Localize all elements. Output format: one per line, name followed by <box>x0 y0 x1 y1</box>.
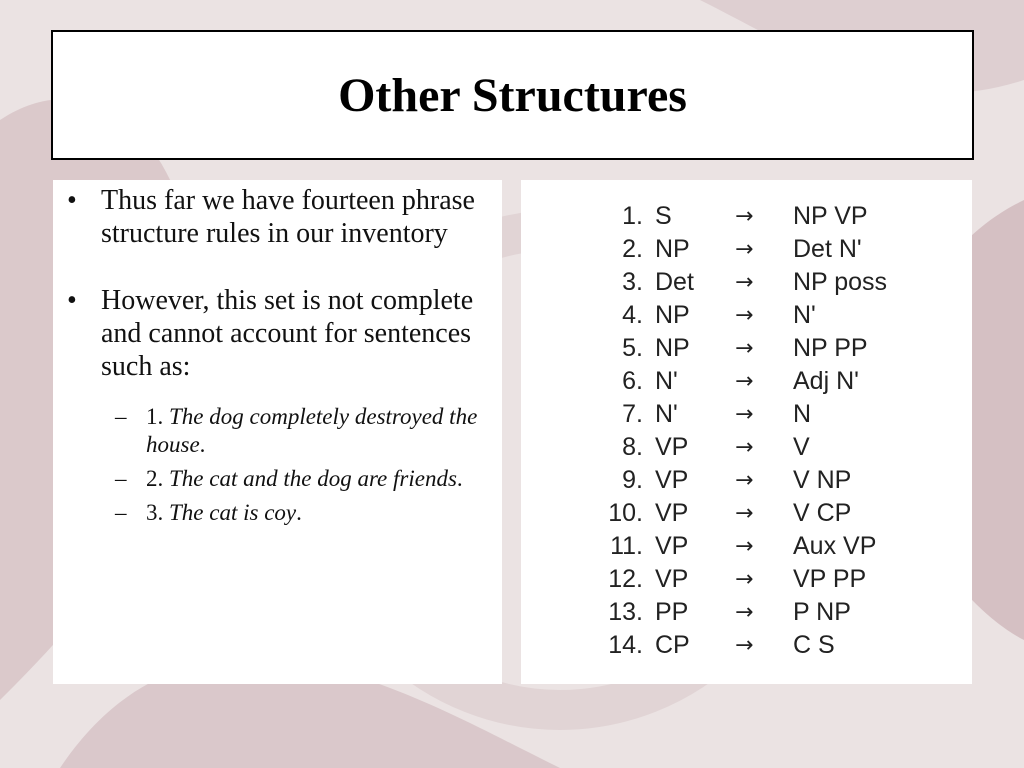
bullet-text: Thus far we have fourteen phrase structure rules in our inventory <box>101 185 475 249</box>
rule-rhs: VP PP <box>793 565 867 593</box>
dash-marker: – <box>115 404 127 429</box>
example-list <box>63 403 484 527</box>
arrow-icon: → <box>735 633 754 658</box>
rule-rhs: N' <box>793 301 816 329</box>
rule-rhs: Det N' <box>793 235 862 263</box>
rule-rhs: Adj N' <box>793 367 859 395</box>
rule-rhs: NP PP <box>793 334 868 362</box>
bullet-dot: • <box>67 185 77 216</box>
rule-number: 13. <box>608 598 643 626</box>
bullet-text: However, this set is not complete and cannot account for sentences such as: <box>101 285 474 382</box>
rule-lhs: VP <box>655 499 689 527</box>
arrow-icon: → <box>735 435 754 460</box>
rule-row <box>603 367 903 400</box>
arrow-icon: → <box>735 204 754 229</box>
rule-row <box>603 565 903 598</box>
rule-number: 1. <box>622 202 643 230</box>
rule-row <box>603 334 903 367</box>
example-sentence: The cat and the dog are friends <box>169 466 457 491</box>
rule-number: 2. <box>622 235 643 263</box>
bullet-list <box>63 184 484 383</box>
rule-row <box>603 433 903 466</box>
bullet-item <box>63 184 484 250</box>
rule-number: 12. <box>608 565 643 593</box>
rule-lhs: Det <box>655 268 694 296</box>
example-number: 1. <box>146 404 169 429</box>
example-number: 2. <box>146 466 169 491</box>
rules-panel <box>521 180 972 684</box>
rule-rhs: NP poss <box>793 268 888 296</box>
rule-row <box>603 400 903 433</box>
arrow-icon: → <box>735 567 754 592</box>
rule-rhs: V CP <box>793 499 852 527</box>
example-period: . <box>296 500 302 525</box>
rule-row <box>603 268 903 301</box>
rule-lhs: VP <box>655 565 689 593</box>
rule-lhs: N' <box>655 367 678 395</box>
rule-number: 5. <box>622 334 643 362</box>
bullet-item <box>63 284 484 383</box>
rule-lhs: NP <box>655 301 690 329</box>
rule-rhs: C S <box>793 631 835 659</box>
dash-marker: – <box>115 500 127 525</box>
rule-number: 9. <box>622 466 643 494</box>
slide-title: Other Structures <box>338 68 687 122</box>
rule-row <box>603 499 903 532</box>
rule-row <box>603 202 903 235</box>
rule-row <box>603 301 903 334</box>
rule-number: 10. <box>608 499 643 527</box>
arrow-icon: → <box>735 270 754 295</box>
rule-number: 6. <box>622 367 643 395</box>
dash-marker: – <box>115 466 127 491</box>
arrow-icon: → <box>735 600 754 625</box>
rule-lhs: N' <box>655 400 678 428</box>
rule-number: 14. <box>608 631 643 659</box>
example-period: . <box>199 432 206 457</box>
rule-rhs: NP VP <box>793 202 868 230</box>
example-item <box>63 465 484 493</box>
text-panel <box>53 180 502 684</box>
rule-rhs: V NP <box>793 466 852 494</box>
arrow-icon: → <box>735 369 754 394</box>
example-sentence: The cat is coy <box>169 500 297 525</box>
example-number: 3. <box>146 500 169 525</box>
rule-lhs: PP <box>655 598 689 626</box>
rule-number: 11. <box>610 532 643 560</box>
rule-lhs: VP <box>655 433 689 461</box>
rule-row <box>603 235 903 268</box>
bullet-dot: • <box>67 285 77 316</box>
rule-lhs: NP <box>655 235 690 263</box>
rule-row <box>603 532 903 565</box>
arrow-icon: → <box>735 402 754 427</box>
rule-lhs: VP <box>655 466 689 494</box>
arrow-icon: → <box>735 468 754 493</box>
rule-number: 7. <box>622 400 643 428</box>
example-item <box>63 499 484 527</box>
rule-rhs: N <box>793 400 812 428</box>
arrow-icon: → <box>735 303 754 328</box>
example-sentence: The dog completely destroyed the house <box>146 404 478 457</box>
rules-table <box>603 198 903 678</box>
example-item <box>63 403 484 459</box>
title-box <box>51 30 974 160</box>
rule-rhs: P NP <box>793 598 851 626</box>
rule-row <box>603 631 903 664</box>
rule-lhs: CP <box>655 631 690 659</box>
rule-rhs: Aux VP <box>793 532 877 560</box>
rule-lhs: VP <box>655 532 689 560</box>
rule-lhs: S <box>655 202 672 230</box>
example-period: . <box>456 466 463 491</box>
arrow-icon: → <box>735 336 754 361</box>
rule-row <box>603 466 903 499</box>
rule-rhs: V <box>793 433 810 461</box>
rule-lhs: NP <box>655 334 690 362</box>
rule-number: 8. <box>622 433 643 461</box>
arrow-icon: → <box>735 237 754 262</box>
rule-number: 4. <box>622 301 643 329</box>
rule-row <box>603 598 903 631</box>
arrow-icon: → <box>735 501 754 526</box>
rule-number: 3. <box>622 268 643 296</box>
arrow-icon: → <box>735 534 754 559</box>
